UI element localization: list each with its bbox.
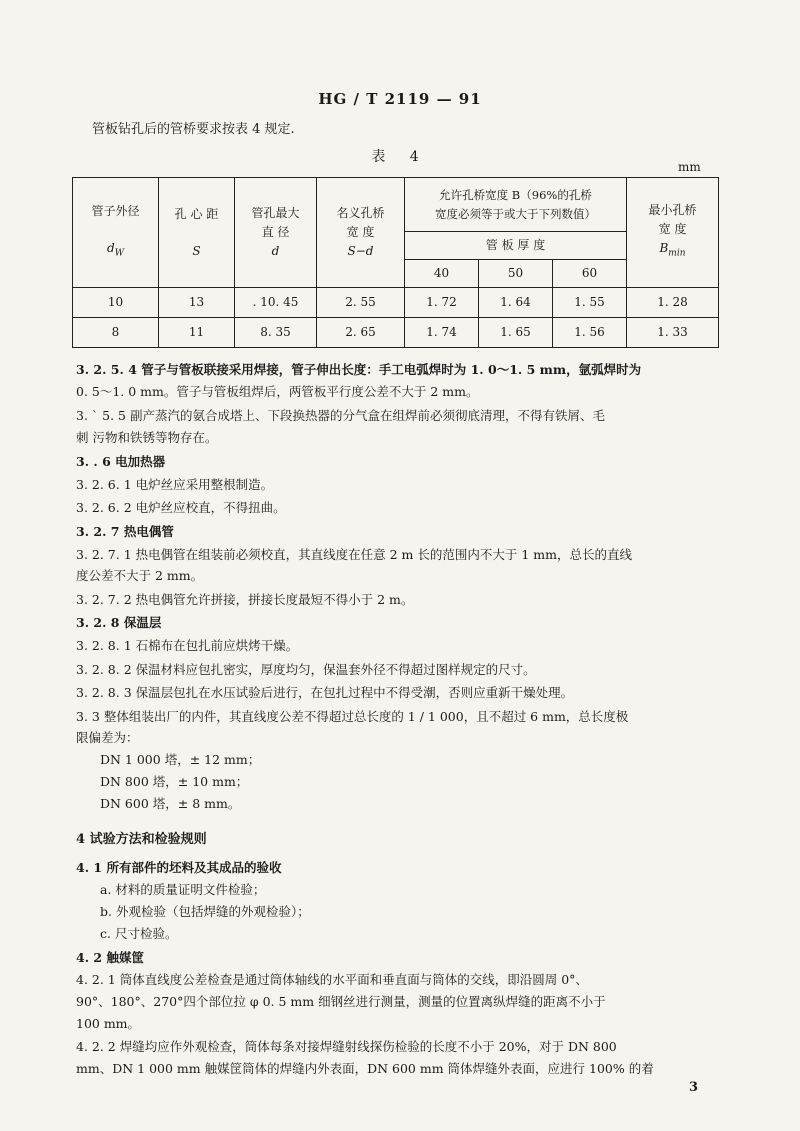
- header-symbol: S: [192, 243, 201, 258]
- table-cell: 1. 28: [627, 288, 719, 318]
- list-item-b: b. 外观检验（包括焊缝的外观检验）；: [100, 904, 310, 919]
- table-cell: 2. 65: [317, 318, 405, 348]
- header-min-bridge: [627, 178, 719, 288]
- table-unit: mm: [678, 160, 701, 174]
- tolerance-dn800: DN 800 塔，± 10 mm；: [100, 774, 249, 789]
- table-row: [73, 288, 719, 318]
- table-cell: 2. 55: [317, 288, 405, 318]
- standard-number: HG / T 2119 — 91: [318, 90, 482, 108]
- header-thickness-50: 50: [479, 260, 553, 288]
- heading-328: 3. 2. 8 保温层: [76, 615, 162, 630]
- clause-422-line2: mm、DN 1 000 mm 触媒筐筒体的焊缝内外表面，DN 600 mm 筒体焊缝外表面，应进行 100% 的着: [76, 1061, 654, 1076]
- clause-3272: 3. 2. 7. 2 热电偶管允许拼接，拼接长度最短不得小于 2 m。: [76, 592, 414, 607]
- clause-3262: 3. 2. 6. 2 电炉丝应校直，不得扭曲。: [76, 500, 286, 515]
- table-cell: 11: [159, 318, 235, 348]
- header-tube-od: [73, 178, 159, 288]
- clause-3255-line2: 刺 污物和铁锈等物存在。: [76, 430, 218, 445]
- header-text: 宽 度: [658, 222, 687, 237]
- header-text: 名义孔桥: [336, 206, 385, 220]
- tolerance-dn600: DN 600 塔，± 8 mm。: [100, 796, 241, 811]
- clause-3254-line1: 3. 2. 5. 4 管子与管板联接采用焊接，管子伸出长度：手工电弧焊时为 1. 0～1. 5 mm，氩弧焊时为: [76, 362, 642, 377]
- header-text: 允许孔桥宽度 B（96%的孔桥: [439, 187, 592, 202]
- heading-327: 3. 2. 7 热电偶管: [76, 524, 174, 539]
- header-allowed-bridge: [405, 178, 627, 232]
- clause-3283: 3. 2. 8. 3 保温层包扎在水压试验后进行，在包扎过程中不得受潮，否则应重新干燥处理。: [76, 685, 574, 700]
- clause-3281: 3. 2. 8. 1 石棉布在包扎前应烘烤干燥。: [76, 638, 299, 653]
- clause-3254-line2: 0. 5～1. 0 mm。管子与管板组焊后，两管板平行度公差不大于 2 mm。: [76, 384, 479, 399]
- header-text: 宽度必须等于或大于下列数值）: [435, 206, 596, 221]
- header-thickness-40: 40: [405, 260, 479, 288]
- header-text: 最小孔桥: [648, 203, 697, 218]
- header-plate-thickness: 管 板 厚 度: [405, 232, 627, 260]
- table-caption: 表 4: [371, 149, 429, 165]
- page-number: 3: [689, 1080, 699, 1095]
- clause-422-line1: 4. 2. 2 焊缝均应作外观检查，筒体每条对接焊缝射线探伤检验的长度不小于 20%，对于 DN 800: [76, 1039, 617, 1054]
- clause-421-line3: 100 mm。: [76, 1016, 141, 1031]
- clause-3255-line1: 3. ` 5. 5 副产蒸汽的氨合成塔上、下段换热器的分气盒在组焊前必须彻底清理，不得有铁屑、毛: [76, 408, 605, 423]
- heading-41: 4. 1 所有部件的坯料及其成品的验收: [76, 860, 282, 875]
- header-text: 宽 度: [346, 225, 375, 239]
- clause-3261: 3. 2. 6. 1 电炉丝应采用整根制造。: [76, 477, 274, 492]
- heading-326: 3. . 6 电加热器: [76, 454, 166, 469]
- clause-3282: 3. 2. 8. 2 保温材料应包扎密实，厚度均匀，保温套外径不得超过图样规定的尺寸。: [76, 662, 536, 677]
- clause-421-line1: 4. 2. 1 筒体直线度公差检查是通过筒体轴线的水平面和垂直面与筒体的交线，即沿圆周 0°、: [76, 972, 588, 987]
- header-text: 管孔最大: [251, 206, 300, 220]
- header-text: 管子外径: [91, 203, 140, 218]
- header-subscript: min: [668, 248, 686, 259]
- list-item-a: a. 材料的质量证明文件检验；: [100, 882, 266, 897]
- header-thickness-60: 60: [553, 260, 627, 288]
- header-text: 孔 心 距: [174, 206, 219, 221]
- table-cell: 1. 56: [553, 318, 627, 348]
- clause-33-line1: 3. 3 整体组装出厂的内件，其直线度公差不得超过总长度的 1 / 1 000，且不超过 6 mm，总长度极: [76, 709, 629, 724]
- table-cell: 1. 72: [405, 288, 479, 318]
- table-cell: 13: [159, 288, 235, 318]
- clause-3271-line2: 度公差不大于 2 mm。: [76, 568, 204, 583]
- header-max-hole: [235, 178, 317, 288]
- heading-42: 4. 2 触媒筐: [76, 950, 144, 965]
- table-cell: . 10. 45: [235, 288, 317, 318]
- intro-text: 管板钻孔后的管桥要求按表 4 规定.: [92, 122, 295, 137]
- clause-33-line2: 限偏差为：: [76, 730, 139, 745]
- table-cell: 1. 33: [627, 318, 719, 348]
- header-symbol: d: [271, 244, 280, 258]
- header-symbol: B: [659, 241, 669, 256]
- header-nominal-bridge: [317, 178, 405, 288]
- table-cell: 8: [73, 318, 159, 348]
- table-cell: 1. 64: [479, 288, 553, 318]
- table-cell: 1. 55: [553, 288, 627, 318]
- header-symbol: d: [107, 240, 115, 255]
- list-item-c: c. 尺寸检验。: [100, 926, 178, 941]
- table-cell: 1. 74: [405, 318, 479, 348]
- table-cell: 1. 65: [479, 318, 553, 348]
- table-cell: 10: [73, 288, 159, 318]
- header-symbol: S−d: [347, 244, 374, 258]
- table-cell: 8. 35: [235, 318, 317, 348]
- bridge-table: [72, 177, 719, 348]
- table-row: [73, 318, 719, 348]
- tolerance-dn1000: DN 1 000 塔，± 12 mm；: [100, 752, 261, 767]
- clause-3271-line1: 3. 2. 7. 1 热电偶管在组装前必须校直，其直线度在任意 2 m 长的范围内不大于 1 mm，总长的直线: [76, 547, 632, 562]
- header-text: 直 径: [261, 225, 290, 239]
- header-pitch: [159, 178, 235, 288]
- header-subscript: W: [114, 248, 124, 259]
- section-4-heading: 4 试验方法和检验规则: [76, 832, 207, 847]
- clause-421-line2: 90°、180°、270°四个部位拉 φ 0. 5 mm 细钢丝进行测量，测量的位置离纵焊缝的距离不小于: [76, 994, 606, 1009]
